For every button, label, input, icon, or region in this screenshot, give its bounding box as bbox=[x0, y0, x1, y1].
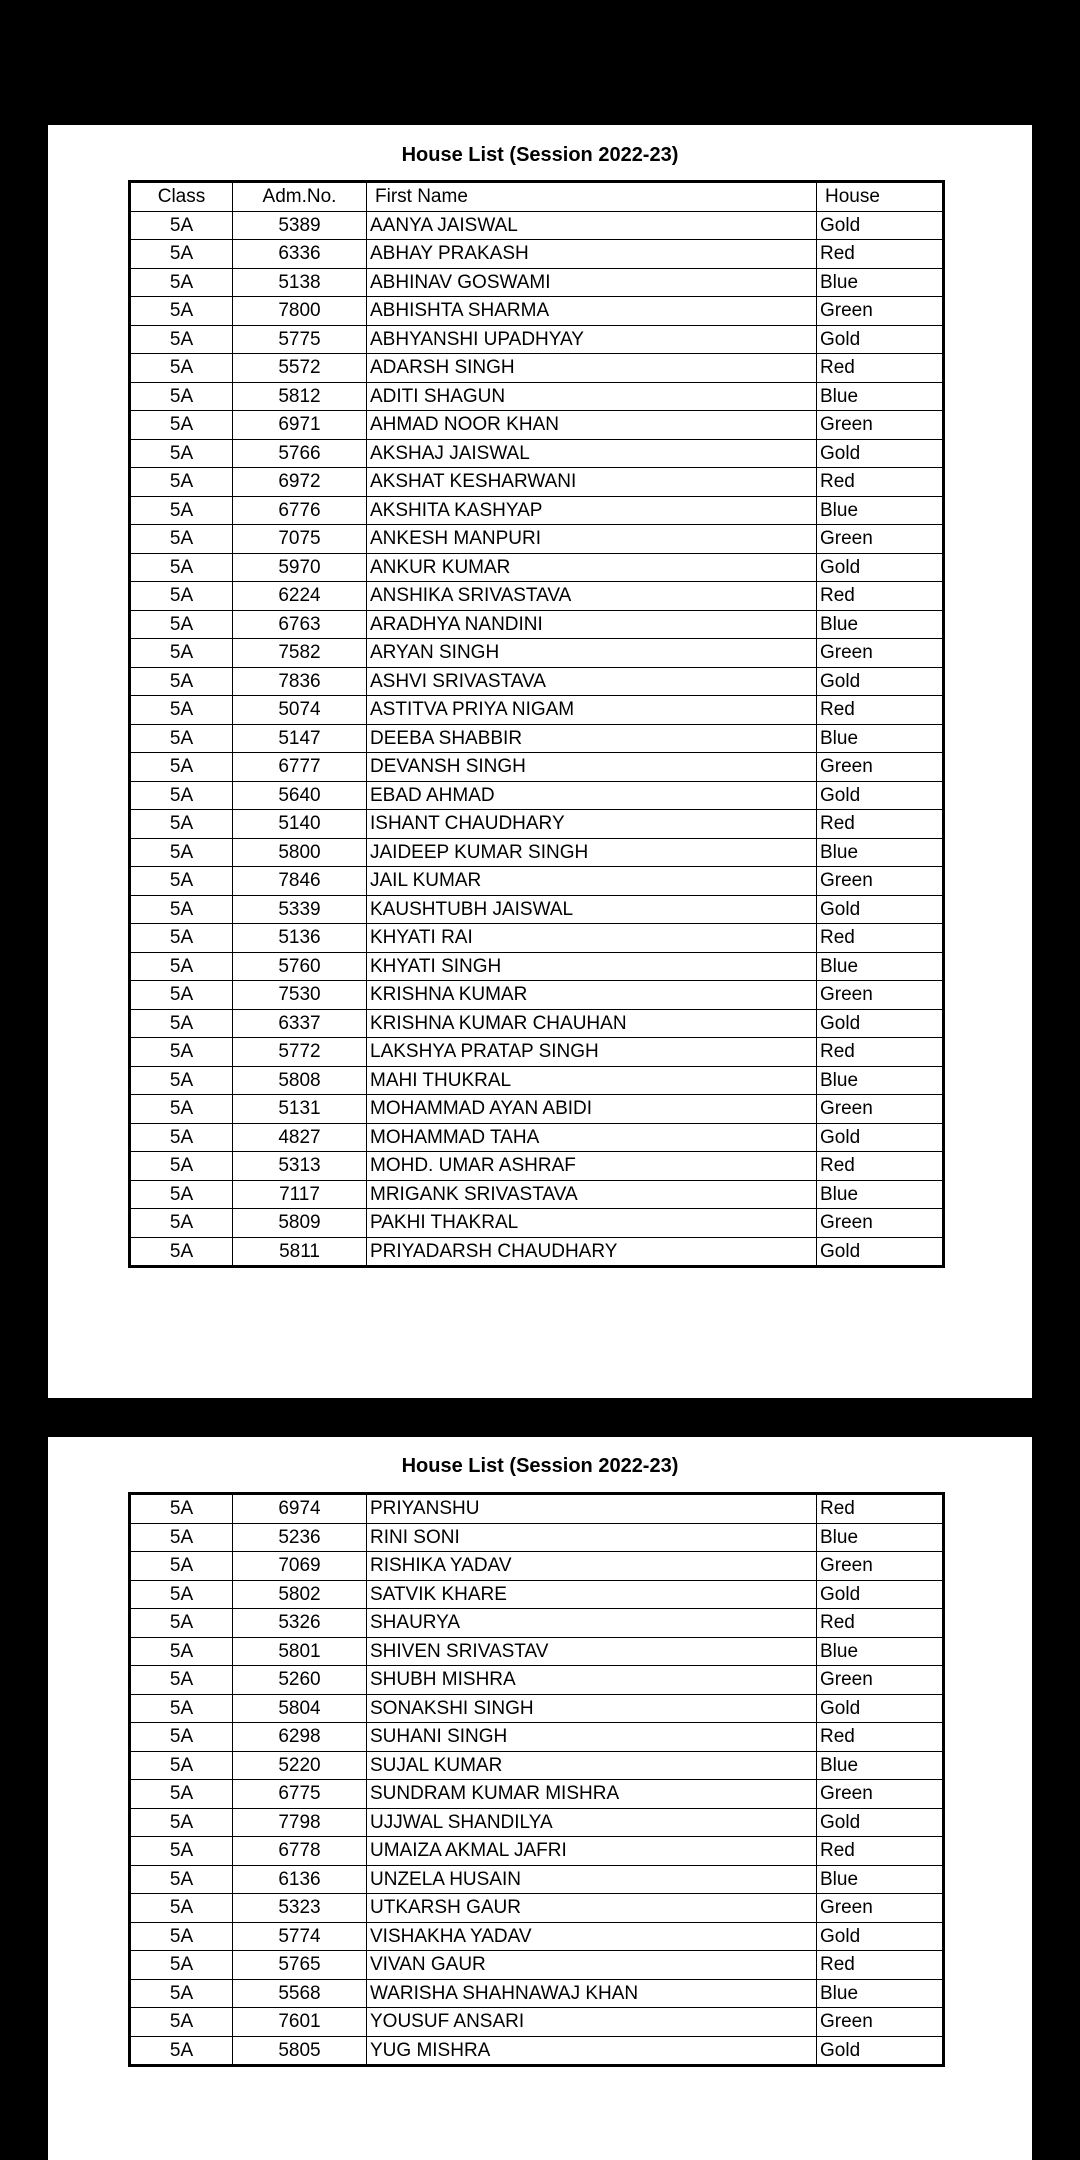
cell-adm: 5220 bbox=[233, 1751, 367, 1780]
table-row bbox=[130, 268, 944, 297]
cell-adm: 5775 bbox=[233, 325, 367, 354]
cell-house: Gold bbox=[817, 1922, 944, 1951]
cell-class: 5A bbox=[130, 525, 233, 554]
cell-class: 5A bbox=[130, 781, 233, 810]
table-row bbox=[130, 1694, 944, 1723]
cell-class: 5A bbox=[130, 1637, 233, 1666]
cell-house: Blue bbox=[817, 1523, 944, 1552]
table-row bbox=[130, 1494, 944, 1524]
table-row bbox=[130, 667, 944, 696]
cell-name: WARISHA SHAHNAWAJ KHAN bbox=[367, 1979, 817, 2008]
cell-house: Green bbox=[817, 1095, 944, 1124]
cell-name: KHYATI SINGH bbox=[367, 952, 817, 981]
cell-house: Red bbox=[817, 810, 944, 839]
cell-house: Blue bbox=[817, 1180, 944, 1209]
cell-adm: 6298 bbox=[233, 1723, 367, 1752]
cell-house: Gold bbox=[817, 781, 944, 810]
cell-house: Gold bbox=[817, 895, 944, 924]
cell-house: Red bbox=[817, 1837, 944, 1866]
cell-class: 5A bbox=[130, 1180, 233, 1209]
cell-class: 5A bbox=[130, 1523, 233, 1552]
cell-house: Red bbox=[817, 924, 944, 953]
table-row bbox=[130, 496, 944, 525]
cell-house: Green bbox=[817, 981, 944, 1010]
cell-house: Green bbox=[817, 1209, 944, 1238]
table-row bbox=[130, 781, 944, 810]
cell-class: 5A bbox=[130, 610, 233, 639]
cell-house: Blue bbox=[817, 1751, 944, 1780]
cell-name: ASHVI SRIVASTAVA bbox=[367, 667, 817, 696]
table-row bbox=[130, 696, 944, 725]
cell-name: SATVIK KHARE bbox=[367, 1580, 817, 1609]
cell-class: 5A bbox=[130, 2036, 233, 2066]
cell-name: SUNDRAM KUMAR MISHRA bbox=[367, 1780, 817, 1809]
cell-name: ARYAN SINGH bbox=[367, 639, 817, 668]
cell-adm: 6777 bbox=[233, 753, 367, 782]
table-row bbox=[130, 1837, 944, 1866]
cell-adm: 5805 bbox=[233, 2036, 367, 2066]
cell-class: 5A bbox=[130, 496, 233, 525]
cell-house: Red bbox=[817, 696, 944, 725]
table-row bbox=[130, 867, 944, 896]
cell-class: 5A bbox=[130, 639, 233, 668]
cell-adm: 5339 bbox=[233, 895, 367, 924]
table-row bbox=[130, 1523, 944, 1552]
cell-name: MRIGANK SRIVASTAVA bbox=[367, 1180, 817, 1209]
cell-house: Green bbox=[817, 1552, 944, 1581]
cell-class: 5A bbox=[130, 1723, 233, 1752]
cell-name: AKSHAJ JAISWAL bbox=[367, 439, 817, 468]
cell-adm: 5765 bbox=[233, 1951, 367, 1980]
cell-class: 5A bbox=[130, 411, 233, 440]
cell-class: 5A bbox=[130, 240, 233, 269]
cell-name: VISHAKHA YADAV bbox=[367, 1922, 817, 1951]
cell-adm: 6336 bbox=[233, 240, 367, 269]
table-row bbox=[130, 1666, 944, 1695]
cell-class: 5A bbox=[130, 1580, 233, 1609]
table-row bbox=[130, 1095, 944, 1124]
cell-adm: 6778 bbox=[233, 1837, 367, 1866]
cell-name: ADARSH SINGH bbox=[367, 354, 817, 383]
cell-class: 5A bbox=[130, 1808, 233, 1837]
cell-adm: 4827 bbox=[233, 1123, 367, 1152]
cell-adm: 7530 bbox=[233, 981, 367, 1010]
table-row bbox=[130, 211, 944, 240]
cell-class: 5A bbox=[130, 211, 233, 240]
cell-house: Blue bbox=[817, 382, 944, 411]
cell-name: SONAKSHI SINGH bbox=[367, 1694, 817, 1723]
cell-class: 5A bbox=[130, 1751, 233, 1780]
cell-adm: 5138 bbox=[233, 268, 367, 297]
cell-name: JAIL KUMAR bbox=[367, 867, 817, 896]
cell-class: 5A bbox=[130, 1009, 233, 1038]
cell-name: RISHIKA YADAV bbox=[367, 1552, 817, 1581]
cell-name: YUG MISHRA bbox=[367, 2036, 817, 2066]
column-header-adm-no: Adm.No. bbox=[233, 182, 367, 212]
cell-name: UTKARSH GAUR bbox=[367, 1894, 817, 1923]
cell-adm: 5389 bbox=[233, 211, 367, 240]
cell-name: KAUSHTUBH JAISWAL bbox=[367, 895, 817, 924]
cell-name: LAKSHYA PRATAP SINGH bbox=[367, 1038, 817, 1067]
cell-class: 5A bbox=[130, 382, 233, 411]
cell-house: Gold bbox=[817, 667, 944, 696]
cell-house: Red bbox=[817, 1951, 944, 1980]
cell-class: 5A bbox=[130, 1780, 233, 1809]
cell-class: 5A bbox=[130, 1922, 233, 1951]
cell-house: Red bbox=[817, 1494, 944, 1524]
cell-name: SUJAL KUMAR bbox=[367, 1751, 817, 1780]
cell-adm: 7075 bbox=[233, 525, 367, 554]
page-title: House List (Session 2022-23) bbox=[401, 1455, 679, 1477]
cell-class: 5A bbox=[130, 952, 233, 981]
cell-name: PRIYADARSH CHAUDHARY bbox=[367, 1237, 817, 1267]
cell-name: AHMAD NOOR KHAN bbox=[367, 411, 817, 440]
cell-adm: 5970 bbox=[233, 553, 367, 582]
cell-adm: 7117 bbox=[233, 1180, 367, 1209]
table-row bbox=[130, 1808, 944, 1837]
document-page-2 bbox=[48, 1437, 1032, 2160]
cell-house: Gold bbox=[817, 1237, 944, 1267]
cell-adm: 5809 bbox=[233, 1209, 367, 1238]
cell-house: Blue bbox=[817, 724, 944, 753]
table-row bbox=[130, 1751, 944, 1780]
cell-name: PRIYANSHU bbox=[367, 1494, 817, 1524]
cell-name: VIVAN GAUR bbox=[367, 1951, 817, 1980]
cell-class: 5A bbox=[130, 1666, 233, 1695]
cell-name: UNZELA HUSAIN bbox=[367, 1865, 817, 1894]
cell-adm: 7846 bbox=[233, 867, 367, 896]
cell-house: Blue bbox=[817, 610, 944, 639]
cell-house: Blue bbox=[817, 952, 944, 981]
column-header-class: Class bbox=[130, 182, 233, 212]
column-header-house: House bbox=[817, 182, 944, 212]
table-row bbox=[130, 1922, 944, 1951]
cell-house: Gold bbox=[817, 325, 944, 354]
cell-adm: 5236 bbox=[233, 1523, 367, 1552]
cell-adm: 5774 bbox=[233, 1922, 367, 1951]
table-row bbox=[130, 1979, 944, 2008]
table-row bbox=[130, 1723, 944, 1752]
cell-name: KHYATI RAI bbox=[367, 924, 817, 953]
table-row bbox=[130, 325, 944, 354]
table-row bbox=[130, 525, 944, 554]
cell-name: UMAIZA AKMAL JAFRI bbox=[367, 1837, 817, 1866]
cell-name: ISHANT CHAUDHARY bbox=[367, 810, 817, 839]
cell-name: MOHAMMAD TAHA bbox=[367, 1123, 817, 1152]
table-row bbox=[130, 610, 944, 639]
cell-house: Green bbox=[817, 2008, 944, 2037]
cell-class: 5A bbox=[130, 895, 233, 924]
cell-name: AANYA JAISWAL bbox=[367, 211, 817, 240]
cell-class: 5A bbox=[130, 810, 233, 839]
cell-house: Red bbox=[817, 1152, 944, 1181]
table-row bbox=[130, 411, 944, 440]
table-row bbox=[130, 895, 944, 924]
table-row bbox=[130, 553, 944, 582]
cell-class: 5A bbox=[130, 1894, 233, 1923]
table-row bbox=[130, 297, 944, 326]
cell-class: 5A bbox=[130, 1095, 233, 1124]
cell-class: 5A bbox=[130, 1209, 233, 1238]
cell-class: 5A bbox=[130, 325, 233, 354]
table-row bbox=[130, 1123, 944, 1152]
cell-class: 5A bbox=[130, 1552, 233, 1581]
cell-class: 5A bbox=[130, 867, 233, 896]
cell-name: SHIVEN SRIVASTAV bbox=[367, 1637, 817, 1666]
table-row bbox=[130, 1894, 944, 1923]
cell-adm: 6971 bbox=[233, 411, 367, 440]
cell-adm: 5640 bbox=[233, 781, 367, 810]
table-header-row bbox=[130, 182, 944, 212]
cell-name: ANKUR KUMAR bbox=[367, 553, 817, 582]
table-row bbox=[130, 1237, 944, 1267]
table-row bbox=[130, 753, 944, 782]
cell-name: MOHD. UMAR ASHRAF bbox=[367, 1152, 817, 1181]
cell-adm: 5808 bbox=[233, 1066, 367, 1095]
house-list-table bbox=[128, 180, 945, 1268]
cell-class: 5A bbox=[130, 696, 233, 725]
cell-name: YOUSUF ANSARI bbox=[367, 2008, 817, 2037]
cell-adm: 5323 bbox=[233, 1894, 367, 1923]
cell-class: 5A bbox=[130, 981, 233, 1010]
table-row bbox=[130, 1180, 944, 1209]
page-title: House List (Session 2022-23) bbox=[401, 144, 679, 166]
cell-house: Gold bbox=[817, 2036, 944, 2066]
cell-adm: 5801 bbox=[233, 1637, 367, 1666]
cell-name: KRISHNA KUMAR bbox=[367, 981, 817, 1010]
cell-adm: 5568 bbox=[233, 1979, 367, 2008]
cell-name: SHUBH MISHRA bbox=[367, 1666, 817, 1695]
cell-house: Green bbox=[817, 411, 944, 440]
cell-class: 5A bbox=[130, 268, 233, 297]
cell-name: SHAURYA bbox=[367, 1609, 817, 1638]
cell-class: 5A bbox=[130, 1152, 233, 1181]
cell-house: Blue bbox=[817, 1066, 944, 1095]
house-list-table bbox=[128, 1492, 945, 2067]
cell-house: Blue bbox=[817, 496, 944, 525]
cell-adm: 7069 bbox=[233, 1552, 367, 1581]
cell-house: Blue bbox=[817, 1979, 944, 2008]
cell-house: Blue bbox=[817, 1637, 944, 1666]
cell-house: Green bbox=[817, 753, 944, 782]
cell-house: Green bbox=[817, 1666, 944, 1695]
cell-class: 5A bbox=[130, 1038, 233, 1067]
cell-house: Gold bbox=[817, 1123, 944, 1152]
cell-adm: 7836 bbox=[233, 667, 367, 696]
cell-class: 5A bbox=[130, 1694, 233, 1723]
cell-name: MOHAMMAD AYAN ABIDI bbox=[367, 1095, 817, 1124]
cell-adm: 5772 bbox=[233, 1038, 367, 1067]
cell-adm: 5811 bbox=[233, 1237, 367, 1267]
cell-class: 5A bbox=[130, 439, 233, 468]
cell-adm: 5766 bbox=[233, 439, 367, 468]
cell-name: AKSHITA KASHYAP bbox=[367, 496, 817, 525]
cell-adm: 6337 bbox=[233, 1009, 367, 1038]
cell-house: Gold bbox=[817, 1580, 944, 1609]
cell-adm: 6974 bbox=[233, 1494, 367, 1524]
cell-class: 5A bbox=[130, 1951, 233, 1980]
cell-house: Red bbox=[817, 1609, 944, 1638]
cell-name: AKSHAT KESHARWANI bbox=[367, 468, 817, 497]
cell-class: 5A bbox=[130, 667, 233, 696]
cell-house: Gold bbox=[817, 439, 944, 468]
cell-name: MAHI THUKRAL bbox=[367, 1066, 817, 1095]
cell-adm: 5802 bbox=[233, 1580, 367, 1609]
cell-name: JAIDEEP KUMAR SINGH bbox=[367, 838, 817, 867]
table-row bbox=[130, 1580, 944, 1609]
cell-class: 5A bbox=[130, 753, 233, 782]
cell-adm: 7582 bbox=[233, 639, 367, 668]
table-row bbox=[130, 1637, 944, 1666]
table-row bbox=[130, 354, 944, 383]
cell-adm: 5800 bbox=[233, 838, 367, 867]
table-row bbox=[130, 1780, 944, 1809]
cell-class: 5A bbox=[130, 1609, 233, 1638]
cell-adm: 5760 bbox=[233, 952, 367, 981]
table-row bbox=[130, 1951, 944, 1980]
table-row bbox=[130, 2008, 944, 2037]
table-row bbox=[130, 924, 944, 953]
cell-class: 5A bbox=[130, 838, 233, 867]
cell-class: 5A bbox=[130, 1066, 233, 1095]
cell-class: 5A bbox=[130, 354, 233, 383]
cell-name: ABHISHTA SHARMA bbox=[367, 297, 817, 326]
table-row bbox=[130, 1865, 944, 1894]
cell-name: PAKHI THAKRAL bbox=[367, 1209, 817, 1238]
cell-adm: 5131 bbox=[233, 1095, 367, 1124]
cell-house: Red bbox=[817, 354, 944, 383]
table-row bbox=[130, 838, 944, 867]
table-row bbox=[130, 2036, 944, 2066]
cell-adm: 5313 bbox=[233, 1152, 367, 1181]
table-row bbox=[130, 1552, 944, 1581]
cell-house: Gold bbox=[817, 1009, 944, 1038]
cell-house: Blue bbox=[817, 1865, 944, 1894]
cell-adm: 5260 bbox=[233, 1666, 367, 1695]
cell-name: ABHYANSHI UPADHYAY bbox=[367, 325, 817, 354]
cell-house: Green bbox=[817, 525, 944, 554]
cell-adm: 5804 bbox=[233, 1694, 367, 1723]
cell-class: 5A bbox=[130, 2008, 233, 2037]
cell-house: Gold bbox=[817, 1694, 944, 1723]
cell-class: 5A bbox=[130, 1494, 233, 1524]
table-row bbox=[130, 1009, 944, 1038]
column-header-first-name: First Name bbox=[367, 182, 817, 212]
cell-class: 5A bbox=[130, 1979, 233, 2008]
table-row bbox=[130, 810, 944, 839]
cell-name: ASTITVA PRIYA NIGAM bbox=[367, 696, 817, 725]
cell-class: 5A bbox=[130, 1837, 233, 1866]
cell-house: Red bbox=[817, 240, 944, 269]
cell-adm: 5812 bbox=[233, 382, 367, 411]
table-row bbox=[130, 439, 944, 468]
cell-house: Gold bbox=[817, 1808, 944, 1837]
cell-class: 5A bbox=[130, 1123, 233, 1152]
cell-name: DEVANSH SINGH bbox=[367, 753, 817, 782]
cell-house: Red bbox=[817, 1038, 944, 1067]
cell-adm: 7800 bbox=[233, 297, 367, 326]
cell-name: KRISHNA KUMAR CHAUHAN bbox=[367, 1009, 817, 1038]
cell-class: 5A bbox=[130, 924, 233, 953]
cell-house: Green bbox=[817, 1894, 944, 1923]
table-row bbox=[130, 582, 944, 611]
cell-adm: 5140 bbox=[233, 810, 367, 839]
cell-name: DEEBA SHABBIR bbox=[367, 724, 817, 753]
cell-adm: 5074 bbox=[233, 696, 367, 725]
table-row bbox=[130, 382, 944, 411]
table-row bbox=[130, 981, 944, 1010]
cell-adm: 6972 bbox=[233, 468, 367, 497]
table-row bbox=[130, 1152, 944, 1181]
cell-house: Green bbox=[817, 1780, 944, 1809]
cell-adm: 5136 bbox=[233, 924, 367, 953]
table-row bbox=[130, 952, 944, 981]
cell-name: ANSHIKA SRIVASTAVA bbox=[367, 582, 817, 611]
cell-house: Red bbox=[817, 1723, 944, 1752]
cell-adm: 5326 bbox=[233, 1609, 367, 1638]
table-row bbox=[130, 639, 944, 668]
document-page-1 bbox=[48, 125, 1032, 1398]
cell-house: Gold bbox=[817, 553, 944, 582]
table-row bbox=[130, 240, 944, 269]
cell-adm: 7798 bbox=[233, 1808, 367, 1837]
cell-name: SUHANI SINGH bbox=[367, 1723, 817, 1752]
cell-class: 5A bbox=[130, 468, 233, 497]
cell-name: ARADHYA NANDINI bbox=[367, 610, 817, 639]
cell-adm: 6776 bbox=[233, 496, 367, 525]
cell-adm: 5572 bbox=[233, 354, 367, 383]
cell-house: Red bbox=[817, 582, 944, 611]
cell-house: Red bbox=[817, 468, 944, 497]
cell-class: 5A bbox=[130, 1237, 233, 1267]
table-row bbox=[130, 1038, 944, 1067]
cell-name: ANKESH MANPURI bbox=[367, 525, 817, 554]
cell-adm: 6136 bbox=[233, 1865, 367, 1894]
cell-class: 5A bbox=[130, 1865, 233, 1894]
cell-house: Blue bbox=[817, 268, 944, 297]
cell-house: Green bbox=[817, 867, 944, 896]
cell-name: RINI SONI bbox=[367, 1523, 817, 1552]
cell-house: Gold bbox=[817, 211, 944, 240]
cell-name: ADITI SHAGUN bbox=[367, 382, 817, 411]
cell-adm: 6224 bbox=[233, 582, 367, 611]
cell-class: 5A bbox=[130, 724, 233, 753]
cell-house: Blue bbox=[817, 838, 944, 867]
table-row bbox=[130, 1609, 944, 1638]
cell-house: Green bbox=[817, 297, 944, 326]
table-row bbox=[130, 468, 944, 497]
table-row bbox=[130, 724, 944, 753]
cell-adm: 5147 bbox=[233, 724, 367, 753]
cell-house: Green bbox=[817, 639, 944, 668]
cell-class: 5A bbox=[130, 582, 233, 611]
table-row bbox=[130, 1066, 944, 1095]
cell-name: ABHINAV GOSWAMI bbox=[367, 268, 817, 297]
cell-name: ABHAY PRAKASH bbox=[367, 240, 817, 269]
cell-adm: 6763 bbox=[233, 610, 367, 639]
table-row bbox=[130, 1209, 944, 1238]
cell-class: 5A bbox=[130, 553, 233, 582]
cell-adm: 6775 bbox=[233, 1780, 367, 1809]
cell-adm: 7601 bbox=[233, 2008, 367, 2037]
cell-name: UJJWAL SHANDILYA bbox=[367, 1808, 817, 1837]
cell-name: EBAD AHMAD bbox=[367, 781, 817, 810]
cell-class: 5A bbox=[130, 297, 233, 326]
